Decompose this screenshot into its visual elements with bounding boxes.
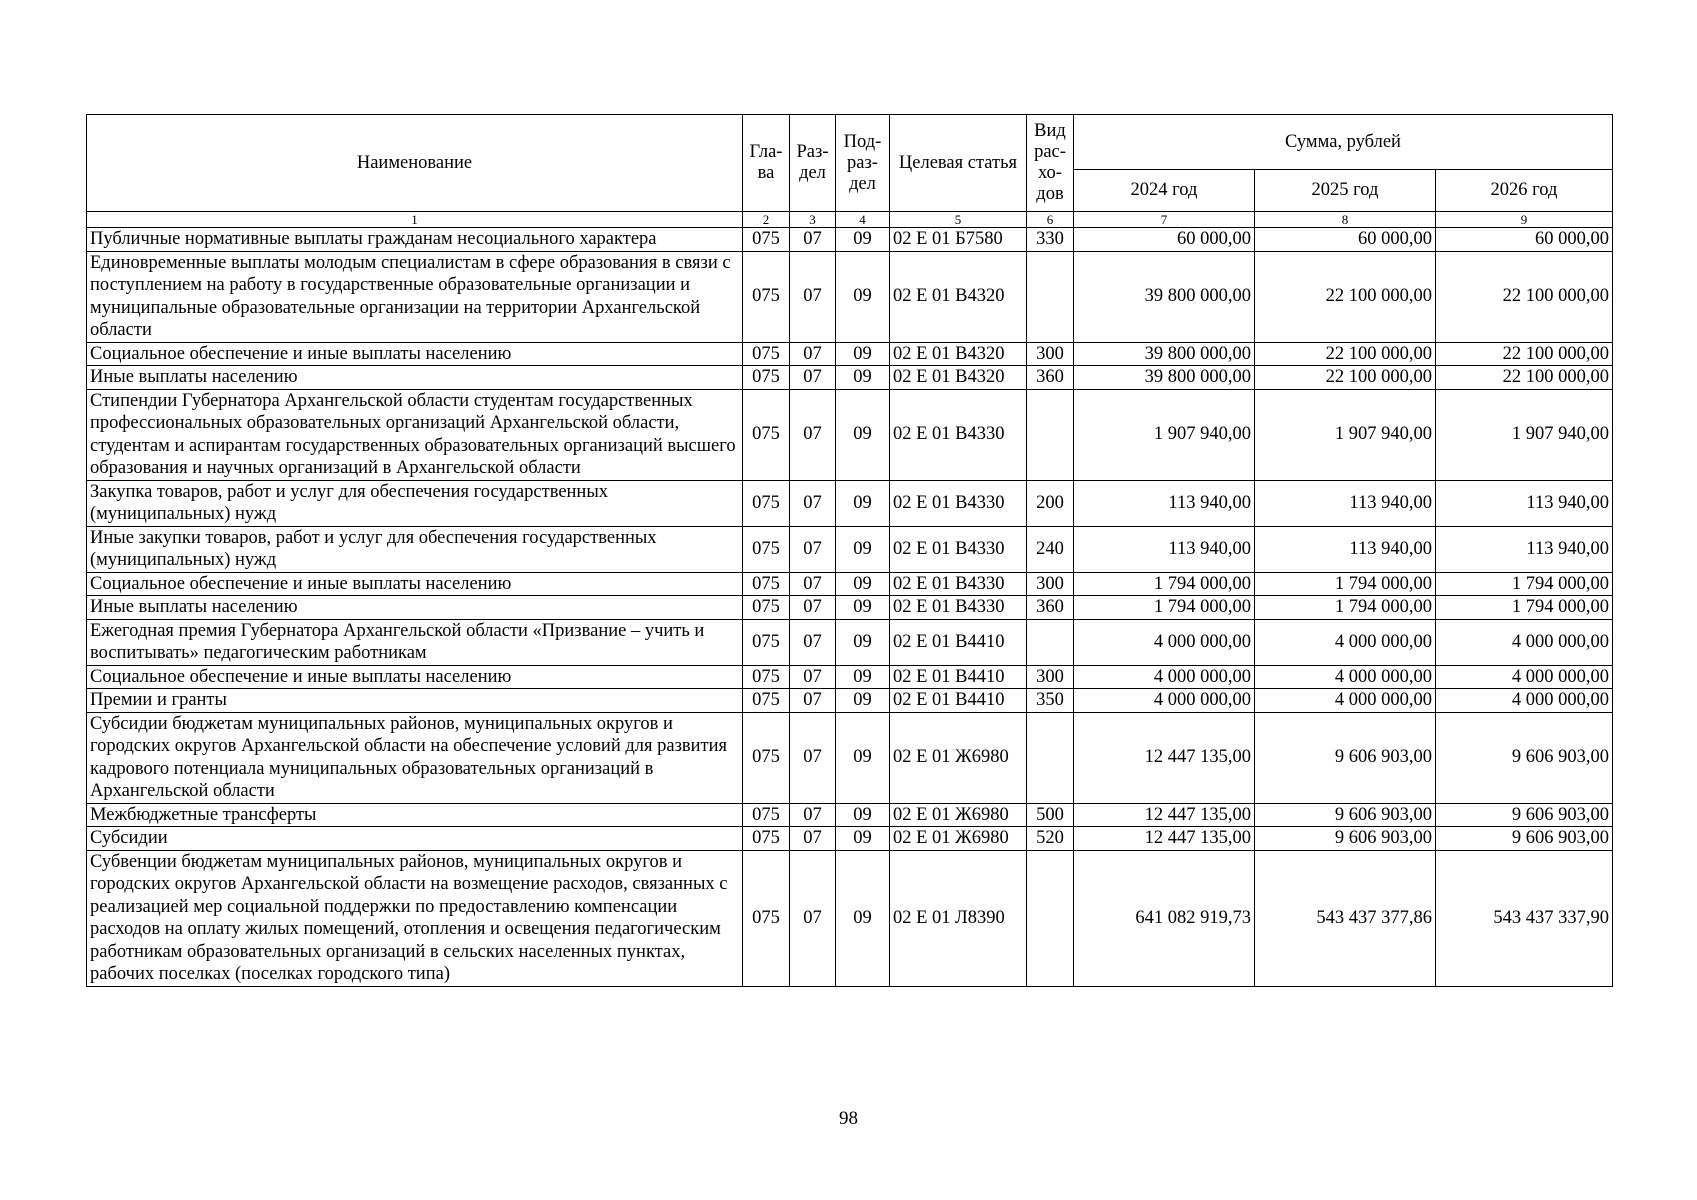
row-podrazdel: 09 — [836, 619, 890, 665]
row-name: Социальное обеспечение и иные выплаты населению — [87, 342, 743, 366]
row-sum-2024: 113 940,00 — [1074, 526, 1255, 572]
row-sum-2026: 543 437 337,90 — [1436, 850, 1613, 986]
table-row — [87, 342, 1613, 366]
row-sum-2026: 1 907 940,00 — [1436, 389, 1613, 480]
row-name: Субсидии — [87, 827, 743, 851]
row-target-article: 02 Е 01 Ж6980 — [890, 712, 1027, 803]
table-row — [87, 665, 1613, 689]
row-target-article: 02 Е 01 В4330 — [890, 596, 1027, 620]
row-expense-type: 520 — [1027, 827, 1074, 851]
header-vid: Вид рас-хо-дов — [1027, 115, 1074, 212]
table-row — [87, 619, 1613, 665]
row-name: Единовременные выплаты молодым специалистам в сфере образования в связи с поступлением на работу в государственные образовательные организации и муниципальные образовательные организации на территории Архангельской области — [87, 251, 743, 342]
row-razdel: 07 — [790, 389, 836, 480]
row-sum-2026: 113 940,00 — [1436, 526, 1613, 572]
header-name: Наименование — [87, 115, 743, 212]
row-target-article: 02 Е 01 В4320 — [890, 251, 1027, 342]
row-name: Ежегодная премия Губернатора Архангельской области «Призвание – учить и воспитывать» педагогическим работникам — [87, 619, 743, 665]
row-razdel: 07 — [790, 596, 836, 620]
row-name: Стипендии Губернатора Архангельской области студентам государственных профессиональных образовательных организаций Архангельской области, студентам и аспирантам государственных образовательных организаций высшего образования и научных организаций в Архангельской области — [87, 389, 743, 480]
row-expense-type: 330 — [1027, 228, 1074, 252]
row-glava: 075 — [743, 712, 790, 803]
table-row — [87, 389, 1613, 480]
table-row — [87, 526, 1613, 572]
row-name: Иные выплаты населению — [87, 596, 743, 620]
row-sum-2025: 22 100 000,00 — [1255, 366, 1436, 390]
row-glava: 075 — [743, 480, 790, 526]
row-expense-type: 300 — [1027, 342, 1074, 366]
row-sum-2025: 4 000 000,00 — [1255, 689, 1436, 713]
row-target-article: 02 Е 01 В4410 — [890, 689, 1027, 713]
column-number: 7 — [1074, 212, 1255, 228]
row-sum-2026: 4 000 000,00 — [1436, 665, 1613, 689]
row-name: Закупка товаров, работ и услуг для обеспечения государственных (муниципальных) нужд — [87, 480, 743, 526]
row-sum-2025: 4 000 000,00 — [1255, 665, 1436, 689]
row-razdel: 07 — [790, 665, 836, 689]
row-name: Субсидии бюджетам муниципальных районов, муниципальных округов и городских округов Архангельской области на обеспечение условий для развития кадрового потенциала муниципальных образовательных организаций в Архангельской области — [87, 712, 743, 803]
row-glava: 075 — [743, 665, 790, 689]
row-razdel: 07 — [790, 342, 836, 366]
row-sum-2024: 60 000,00 — [1074, 228, 1255, 252]
row-sum-2026: 60 000,00 — [1436, 228, 1613, 252]
row-sum-2025: 1 907 940,00 — [1255, 389, 1436, 480]
row-podrazdel: 09 — [836, 251, 890, 342]
row-sum-2026: 9 606 903,00 — [1436, 827, 1613, 851]
row-sum-2024: 1 794 000,00 — [1074, 596, 1255, 620]
column-number: 1 — [87, 212, 743, 228]
row-podrazdel: 09 — [836, 389, 890, 480]
table-row — [87, 596, 1613, 620]
row-name: Иные выплаты населению — [87, 366, 743, 390]
row-sum-2024: 1 907 940,00 — [1074, 389, 1255, 480]
row-name: Публичные нормативные выплаты гражданам несоциального характера — [87, 228, 743, 252]
row-glava: 075 — [743, 619, 790, 665]
row-expense-type: 300 — [1027, 665, 1074, 689]
row-razdel: 07 — [790, 850, 836, 986]
row-sum-2026: 4 000 000,00 — [1436, 619, 1613, 665]
row-sum-2025: 9 606 903,00 — [1255, 712, 1436, 803]
row-razdel: 07 — [790, 366, 836, 390]
row-glava: 075 — [743, 827, 790, 851]
row-glava: 075 — [743, 389, 790, 480]
header-sum: Сумма, рублей — [1074, 115, 1613, 170]
row-glava: 075 — [743, 689, 790, 713]
row-expense-type — [1027, 619, 1074, 665]
column-number: 4 — [836, 212, 890, 228]
row-target-article: 02 Е 01 В4330 — [890, 480, 1027, 526]
row-expense-type — [1027, 850, 1074, 986]
row-sum-2026: 113 940,00 — [1436, 480, 1613, 526]
row-razdel: 07 — [790, 480, 836, 526]
header-podrazdel: Под-раз-дел — [836, 115, 890, 212]
row-expense-type: 360 — [1027, 366, 1074, 390]
header-year-2025: 2025 год — [1255, 170, 1436, 212]
row-sum-2026: 22 100 000,00 — [1436, 251, 1613, 342]
row-target-article: 02 Е 01 Б7580 — [890, 228, 1027, 252]
row-sum-2025: 9 606 903,00 — [1255, 827, 1436, 851]
row-glava: 075 — [743, 342, 790, 366]
row-podrazdel: 09 — [836, 689, 890, 713]
row-razdel: 07 — [790, 827, 836, 851]
row-podrazdel: 09 — [836, 850, 890, 986]
budget-table — [86, 114, 1613, 987]
row-sum-2025: 60 000,00 — [1255, 228, 1436, 252]
row-expense-type: 200 — [1027, 480, 1074, 526]
row-sum-2026: 1 794 000,00 — [1436, 596, 1613, 620]
row-sum-2025: 113 940,00 — [1255, 480, 1436, 526]
table-row — [87, 803, 1613, 827]
row-glava: 075 — [743, 251, 790, 342]
row-sum-2024: 641 082 919,73 — [1074, 850, 1255, 986]
row-expense-type: 360 — [1027, 596, 1074, 620]
row-sum-2024: 1 794 000,00 — [1074, 572, 1255, 596]
row-sum-2024: 4 000 000,00 — [1074, 619, 1255, 665]
row-name: Премии и гранты — [87, 689, 743, 713]
row-name: Иные закупки товаров, работ и услуг для обеспечения государственных (муниципальных) нужд — [87, 526, 743, 572]
header-year-2024: 2024 год — [1074, 170, 1255, 212]
row-sum-2026: 22 100 000,00 — [1436, 366, 1613, 390]
row-target-article: 02 Е 01 В4320 — [890, 366, 1027, 390]
column-numbers-row — [87, 212, 1613, 228]
row-sum-2025: 543 437 377,86 — [1255, 850, 1436, 986]
table-row — [87, 480, 1613, 526]
row-razdel: 07 — [790, 228, 836, 252]
row-sum-2025: 9 606 903,00 — [1255, 803, 1436, 827]
row-sum-2026: 1 794 000,00 — [1436, 572, 1613, 596]
row-razdel: 07 — [790, 803, 836, 827]
row-sum-2026: 9 606 903,00 — [1436, 712, 1613, 803]
row-glava: 075 — [743, 526, 790, 572]
row-razdel: 07 — [790, 619, 836, 665]
row-sum-2024: 4 000 000,00 — [1074, 665, 1255, 689]
table-row — [87, 572, 1613, 596]
header-razdel: Раз-дел — [790, 115, 836, 212]
row-sum-2026: 9 606 903,00 — [1436, 803, 1613, 827]
row-sum-2024: 12 447 135,00 — [1074, 827, 1255, 851]
row-target-article: 02 Е 01 В4330 — [890, 526, 1027, 572]
row-expense-type: 350 — [1027, 689, 1074, 713]
row-target-article: 02 Е 01 В4320 — [890, 342, 1027, 366]
table-row — [87, 228, 1613, 252]
row-glava: 075 — [743, 850, 790, 986]
row-sum-2024: 39 800 000,00 — [1074, 366, 1255, 390]
header-year-2026: 2026 год — [1436, 170, 1613, 212]
row-podrazdel: 09 — [836, 572, 890, 596]
table-body — [87, 212, 1613, 987]
row-podrazdel: 09 — [836, 827, 890, 851]
row-razdel: 07 — [790, 572, 836, 596]
row-podrazdel: 09 — [836, 526, 890, 572]
row-sum-2026: 22 100 000,00 — [1436, 342, 1613, 366]
table-row — [87, 689, 1613, 713]
column-number: 3 — [790, 212, 836, 228]
row-name: Субвенции бюджетам муниципальных районов, муниципальных округов и городских округов Архангельской области на возмещение расходов, связанных с реализацией мер социальной поддержки по предоставлению компенсации расходов на оплату жилых помещений, отопления и освещения педагогическим работникам образовательных организаций в сельских населенных пунктах, рабочих поселках (поселках городского типа) — [87, 850, 743, 986]
row-podrazdel: 09 — [836, 803, 890, 827]
row-expense-type — [1027, 712, 1074, 803]
row-razdel: 07 — [790, 689, 836, 713]
row-sum-2025: 1 794 000,00 — [1255, 596, 1436, 620]
row-glava: 075 — [743, 228, 790, 252]
row-name: Социальное обеспечение и иные выплаты населению — [87, 665, 743, 689]
row-sum-2024: 12 447 135,00 — [1074, 712, 1255, 803]
row-glava: 075 — [743, 803, 790, 827]
row-expense-type — [1027, 389, 1074, 480]
row-target-article: 02 Е 01 В4410 — [890, 665, 1027, 689]
row-name: Межбюджетные трансферты — [87, 803, 743, 827]
table-row — [87, 251, 1613, 342]
header-glava: Гла-ва — [743, 115, 790, 212]
row-podrazdel: 09 — [836, 228, 890, 252]
row-sum-2025: 22 100 000,00 — [1255, 251, 1436, 342]
row-expense-type: 240 — [1027, 526, 1074, 572]
row-sum-2026: 4 000 000,00 — [1436, 689, 1613, 713]
column-number: 2 — [743, 212, 790, 228]
row-target-article: 02 Е 01 В4330 — [890, 389, 1027, 480]
row-razdel: 07 — [790, 526, 836, 572]
row-expense-type: 500 — [1027, 803, 1074, 827]
row-target-article: 02 Е 01 Л8390 — [890, 850, 1027, 986]
row-podrazdel: 09 — [836, 366, 890, 390]
row-sum-2025: 22 100 000,00 — [1255, 342, 1436, 366]
row-target-article: 02 Е 01 Ж6980 — [890, 827, 1027, 851]
row-name: Социальное обеспечение и иные выплаты населению — [87, 572, 743, 596]
row-glava: 075 — [743, 596, 790, 620]
row-glava: 075 — [743, 366, 790, 390]
row-podrazdel: 09 — [836, 342, 890, 366]
row-podrazdel: 09 — [836, 712, 890, 803]
row-podrazdel: 09 — [836, 665, 890, 689]
row-sum-2025: 1 794 000,00 — [1255, 572, 1436, 596]
column-number: 5 — [890, 212, 1027, 228]
row-sum-2024: 39 800 000,00 — [1074, 342, 1255, 366]
row-expense-type — [1027, 251, 1074, 342]
row-razdel: 07 — [790, 712, 836, 803]
header-target: Целевая статья — [890, 115, 1027, 212]
row-sum-2024: 4 000 000,00 — [1074, 689, 1255, 713]
row-target-article: 02 Е 01 В4330 — [890, 572, 1027, 596]
row-glava: 075 — [743, 572, 790, 596]
page-number: 98 — [839, 1108, 858, 1129]
row-sum-2025: 4 000 000,00 — [1255, 619, 1436, 665]
row-sum-2025: 113 940,00 — [1255, 526, 1436, 572]
column-number: 6 — [1027, 212, 1074, 228]
row-sum-2024: 12 447 135,00 — [1074, 803, 1255, 827]
table-row — [87, 712, 1613, 803]
row-podrazdel: 09 — [836, 480, 890, 526]
table-row — [87, 850, 1613, 986]
row-expense-type: 300 — [1027, 572, 1074, 596]
row-sum-2024: 39 800 000,00 — [1074, 251, 1255, 342]
table-row — [87, 827, 1613, 851]
table-row — [87, 366, 1613, 390]
column-number: 9 — [1436, 212, 1613, 228]
row-sum-2024: 113 940,00 — [1074, 480, 1255, 526]
row-target-article: 02 Е 01 В4410 — [890, 619, 1027, 665]
row-target-article: 02 Е 01 Ж6980 — [890, 803, 1027, 827]
row-razdel: 07 — [790, 251, 836, 342]
row-podrazdel: 09 — [836, 596, 890, 620]
column-number: 8 — [1255, 212, 1436, 228]
